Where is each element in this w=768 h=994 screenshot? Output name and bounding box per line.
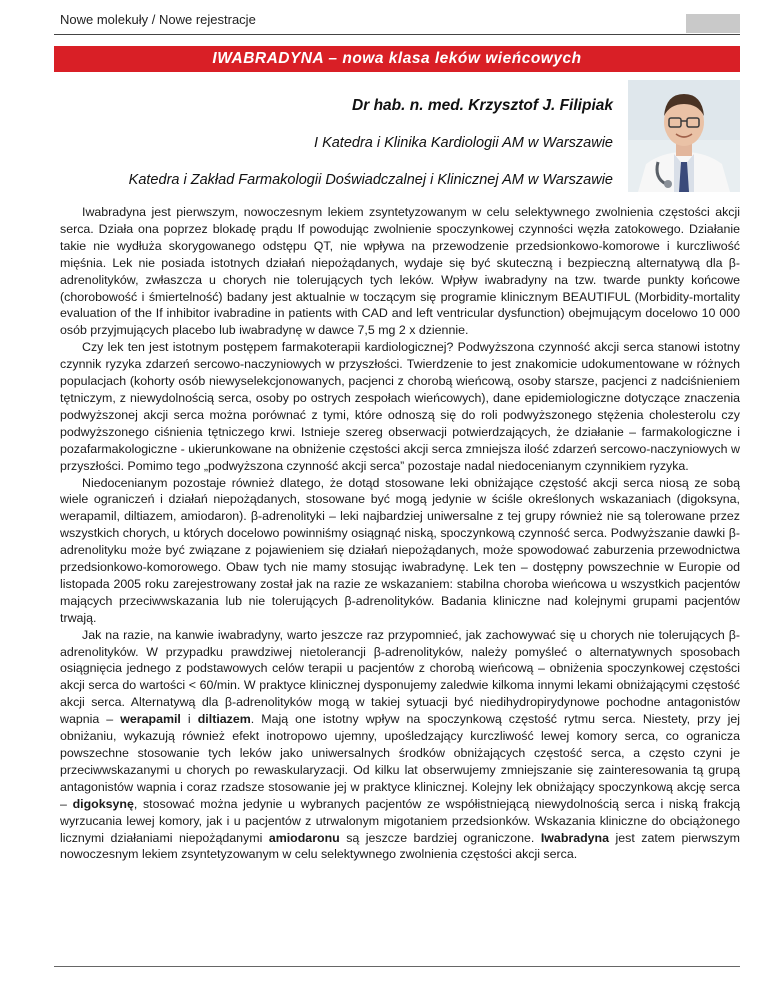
header-tab-box bbox=[686, 14, 740, 33]
article-paragraph-1: Iwabradyna jest pierwszym, nowoczesnym lekiem zsyntetyzowanym w celu selektywnego zwolnienia częstości akcji serca. Działa ona poprzez blokadę prądu If powodując zwolnienie spoczynkowej czynności węzła zatokowego. Działanie takie nie wydłuża skorygowanego odstępu QT, nie wpływa na przewodzenie przedsionkowo-komorowe i kurczliwość mięśnia. Lek nie posiada istotnych działań niepożądanych, wydaje się być skuteczną i bezpieczną alternatywą dla β-adrenolityków, zwłaszcza u chorych nie tolerujących tych leków. Wpływ iwabradyny na tzw. twarde punkty końcowe (chorobowość i śmiertelność) badany jest aktualnie w toczącym się programie klinicznym BEAUTIFUL (Morbidity-mortality evaluation of the If inhibitor ivabradine in patients with CAD and left ventricular dysfunction) obejmującym docelowo 10 000 osób przyjmujących placebo lub iwabradynę w dawce 7,5 mg 2 x dziennie. bbox=[60, 205, 740, 338]
article-title-banner bbox=[54, 46, 740, 72]
p4-text-e: , stosować można jedynie u wybranych pacjentów ze współistniejącą niewydolnością serca i niską frakcją wyrzucania lewej komory, jak i u pacjentów z utrwalonym migotaniem przedsionków. Wskazania kliniczne do obciążonego licznymi działaniami niepożądanymi bbox=[60, 796, 740, 845]
footer-divider bbox=[54, 966, 740, 967]
author-block bbox=[129, 96, 613, 190]
author-affiliation-2: Katedra i Zakład Farmakologii Doświadczalnej i Klinicznej AM w Warszawie bbox=[128, 172, 613, 188]
drug-werapamil: werapamil bbox=[120, 712, 181, 727]
drug-diltiazem: diltiazem bbox=[197, 712, 251, 727]
drug-amiodaron: amiodaronu bbox=[268, 830, 340, 845]
p4-text-g: jest zatem pierwszym nowoczesnym lekiem zsyntetyzowanym w celu selektywnego zwolnienia częstości akcji serca. bbox=[60, 830, 740, 862]
p4-text-a: Jak na razie, na kanwie iwabradyny, warto jeszcze raz przypomnieć, jak zachowywać się u chorych nie tolerujących β-adrenolityków. W przypadku prawdziwej nietolerancji β-adrenolityków, należy pomyśleć o alternatywnych sposobach osiągnięcia jednego z podstawowych celów terapii u pacjentów z chorobą wieńcową – obniżenia spoczynkowej częstości akcji serca do wartości < 60/min. W praktyce klinicznej dysponujemy zaledwie kilkoma innymi lekami obniżającymi częstość akcji serca. Alternatywą dla β-adrenolityków mogą w takiej sytuacji być niedihydropirydynowe pochodne antagonistów wapnia – bbox=[60, 627, 740, 727]
author-name: Dr hab. n. med. Krzysztof J. Filipiak bbox=[352, 97, 613, 114]
author-photo bbox=[628, 80, 740, 192]
header-divider bbox=[54, 34, 740, 35]
p4-text-d: . Mają one istotny wpływ na spoczynkową częstość rytmu serca. Niestety, przy jej obniżaniu, wykazują również efekt inotropowo ujemny, upośledzający kurczliwość lewej komory serca, co ogranicza powszechne stosowanie tych leków jako uniwersalnych środków obniżających częstość serca, a często czyni je przeciwwskazanymi u chorych po rewaskularyzacji. Od kilku lat obserwujemy zmniejszanie się zainteresowania tą grupą antagonistów wapnia i coraz rzadsze stosowanie jej w praktyce klinicznej. Kolejny lek obniżający spoczynkową akcję serca – bbox=[60, 712, 741, 811]
article-paragraph-2: Czy lek ten jest istotnym postępem farmakoterapii kardiologicznej? Podwyższona czynność akcji serca stanowi istotny czynnik ryzyka zdarzeń sercowo-naczyniowych w przyszłości. Twierdzenie to jest znakomicie udokumentowane w różnych populacjach (kohorty osób niewyselekcjonowanych, pacjenci z chorobą wieńcową, osoby starsze, pacjenci z nadciśnieniem tętniczym, z niewydolnością serca, osoby po ostrych zespołach wieńcowych), dane epidemiologiczne dotyczące znaczenia podwyższonej akcji serca można porównać z tymi, które odnoszą się do roli podwyższonego stężenia cholesterolu czy podwyższonego ciśnienia tętniczego krwi. Istnieje szereg obserwacji potwierdzających, że działanie – farmakologiczne i pozafarmakologiczne - ukierunkowane na obniżenie częstości akcji serca zmniejsza ilość zdarzeń sercowo-naczyniowych w przyszłości. Pomimo tego „podwyższona czynność akcji serca” pozostaje nadal niedocenianym czynnikiem ryzyka. bbox=[60, 340, 740, 473]
article-paragraph-3: Niedocenianym pozostaje również dlatego, że dotąd stosowane leki obniżające częstość akcji serca niosą ze sobą wiele ograniczeń i działań niepożądanych, stosowane być mogą jedynie w ściśle określonych wskazaniach (digoksyna, werapamil, diltiazem, amiodaron). β-adrenolityki – leki najbardziej uniwersalne z tej grupy również nie są tolerowane przez wszystkich chorych, u których docelowo powinniśmy osiągnąć niską, spoczynkową czynność serca. Podwyższanie dawki β-adrenolityku może być związane z pojawieniem się działań niepożądanych, może spowodować zaburzenia przewodnictwa przedsionkowo-komorowego. Obaw tych nie mamy stosując iwabradynę. Lek ten – dostępny powszechnie w Europie od listopada 2005 roku zarejestrowany został jak na razie ze wskazaniem: stabilna choroba wieńcowa u wszystkich pacjentów mających przeciwwskazania lub nie tolerujących β-adrenolityków. Badania kliniczne nad kolejnymi grupami pacjentów trwają. bbox=[60, 475, 740, 625]
author-portrait-icon bbox=[628, 80, 740, 192]
section-header: Nowe molekuły / Nowe rejestracje bbox=[60, 12, 256, 27]
p4-text-c: i bbox=[180, 712, 198, 727]
p4-text-f: są jeszcze bardziej ograniczone. bbox=[339, 830, 541, 845]
drug-digoksyna: digoksynę bbox=[72, 796, 134, 811]
drug-iwabradyna: Iwabradyna bbox=[540, 830, 610, 845]
author-affiliation-1: I Katedra i Klinika Kardiologii AM w Warszawie bbox=[314, 135, 613, 151]
article-paragraph-4 bbox=[60, 627, 740, 864]
article-body bbox=[60, 204, 740, 863]
article-title: IWABRADYNA – nowa klasa leków wieńcowych bbox=[212, 50, 582, 67]
